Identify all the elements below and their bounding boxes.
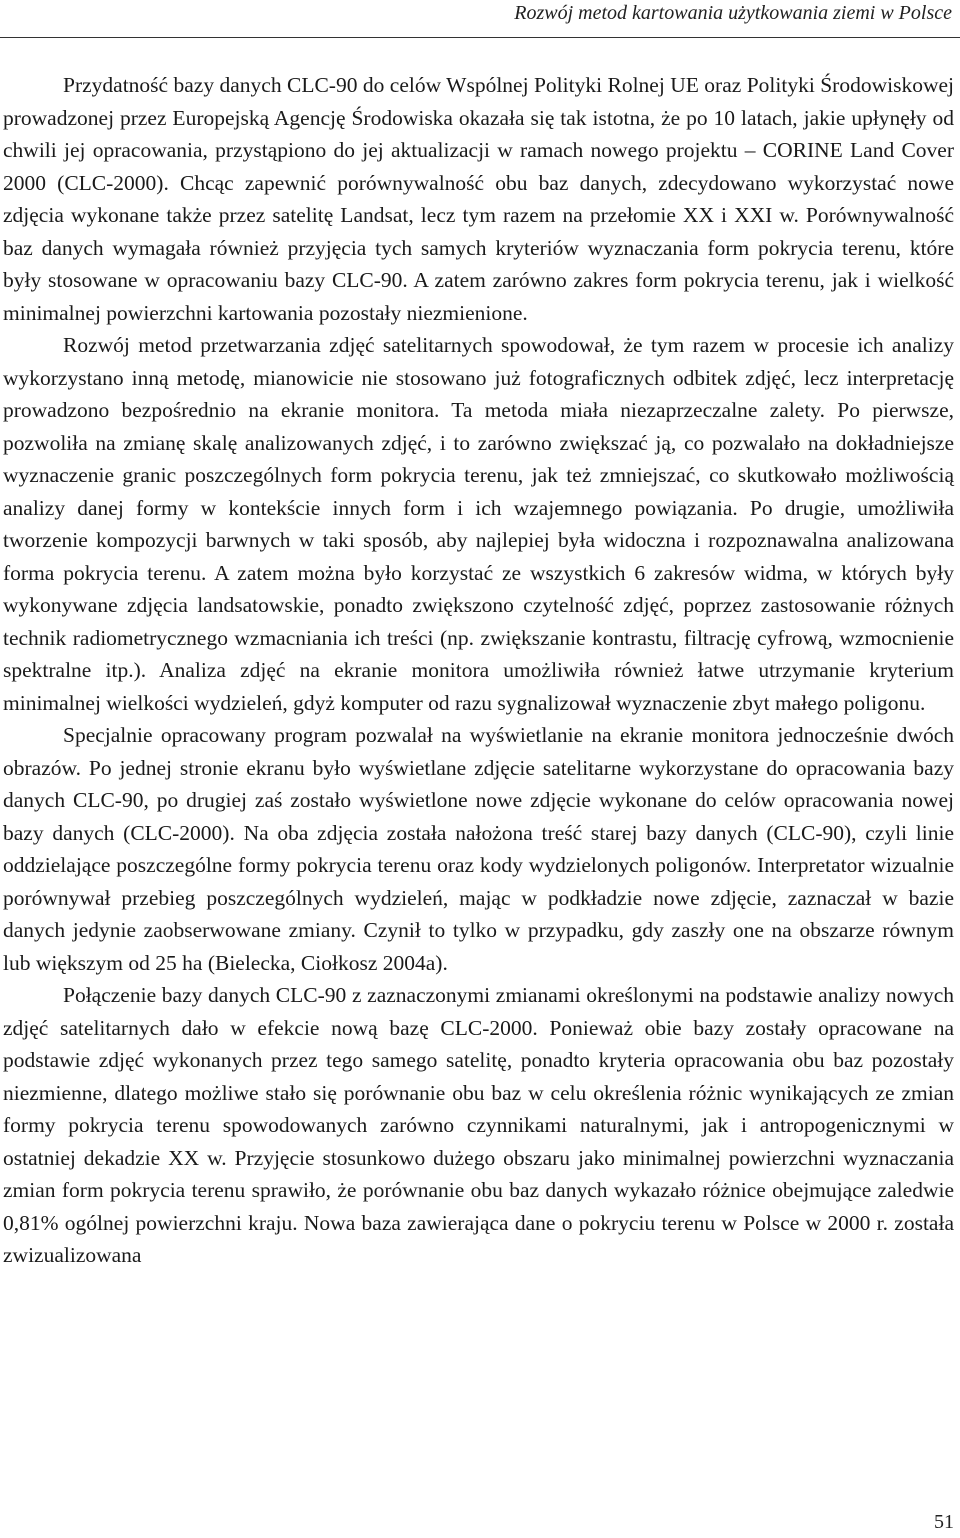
paragraph-4: Połączenie bazy danych CLC-90 z zaznaczonymi zmianami określonymi na podstawie analizy nowych zdjęć satelitarnych dało w efekcie nową bazę CLC-2000. Ponieważ obie bazy zostały opracowane na podstawie zdjęć wykonanych przez tego samego satelitę, ponadto kryteria opracowania obu baz pozostały niezmienne, dlatego możliwe stało się porównanie obu baz w celu określenia różnic wynikających ze zmian formy pokrycia terenu spowodowanych zarówno czynnikami naturalnymi, jak i antropogenicznymi w ostatniej dekadzie XX w. Przyjęcie stosunkowo dużego obszaru jako minimalnej powierzchni wyznaczania zmian form pokrycia terenu sprawiło, że porównanie obu baz danych wykazało różnice obejmujące zaledwie 0,81% ogólnej powierzchni kraju. Nowa baza zawierająca dane o pokryciu terenu w Polsce w 2000 r. została zwizualizowana xyxy=(3,983,954,1267)
paragraph-1: Przydatność bazy danych CLC-90 do celów Wspólnej Polityki Rolnej UE oraz Polityki Środowiskowej prowadzonej przez Europejską Agencję Środowiska okazała się tak istotna, że po 10 latach, jakie upłynęły od chwili jej opracowania, przystąpiono do jej aktualizacji w ramach nowego projektu – CORINE Land Cover 2000 (CLC-2000). Chcąc zapewnić porównywalność obu baz danych, zdecydowano wykorzystać nowe zdjęcia wykonane także przez satelitę Landsat, lecz tym razem na przełomie XX i XXI w. Porównywalność baz danych wymagała również przyjęcia tych samych kryteriów wyznaczania form pokrycia terenu, które były stosowane w opracowaniu bazy CLC-90. A zatem zarówno zakres form pokrycia terenu, jak i wielkość minimalnej powierzchni kartowania pozostały niezmienione. xyxy=(3,73,954,325)
paragraph-3: Specjalnie opracowany program pozwalał na wyświetlanie na ekranie monitora jednocześnie dwóch obrazów. Po jednej stronie ekranu było wyświetlane zdjęcie satelitarne wykorzystane do opracowania bazy danych CLC-90, po drugiej zaś zostało wyświetlone nowe zdjęcie wykonane do celów opracowania nowej bazy danych (CLC-2000). Na oba zdjęcia została nałożona treść starej bazy danych (CLC-90), czyli linie oddzielające poszczególne formy pokrycia terenu oraz kody wydzielonych poligonów. Interpretator wizualnie porównywał przebieg poszczególnych wydzieleń, mając w podkładzie nowe zdjęcie, zaznaczał w bazie danych jedynie zaobserwowane zmiany. Czynił to tylko w przypadku, gdy zaszły one na obszarze równym lub większym od 25 ha (Bielecka, Ciołkosz 2004a). xyxy=(3,723,954,975)
page-number: 51 xyxy=(934,1511,954,1533)
body-text xyxy=(3,69,954,1272)
paragraph-2: Rozwój metod przetwarzania zdjęć satelitarnych spowodował, że tym razem w procesie ich analizy wykorzystano inną metodę, mianowicie nie stosowano już fotograficznych odbitek zdjęć, lecz interpretację prowadzono bezpośrednio na ekranie monitora. Ta metoda miała niezaprzeczalne zalety. Po pierwsze, pozwoliła na zmianę skalę analizowanych zdjęć, i to zarówno zwiększać ją, co pozwalało na dokładniejsze wyznaczenie granic poszczególnych form pokrycia terenu, jak też zmniejszać, co skutkowało możliwością analizy danej formy w kontekście innych form i ich wzajemnego powiązania. Po drugie, umożliwiła tworzenie kompozycji barwnych w taki sposób, aby najlepiej była widoczna i rozpoznawalna analizowana forma pokrycia terenu. A zatem można było korzystać ze wszystkich 6 zakresów widma, w których były wykonywane zdjęcia landsatowskie, ponadto zwiększono czytelność zdjęć, poprzez zastosowanie różnych technik radiometrycznego wzmacniania ich treści (np. zwiększanie kontrastu, filtrację cyfrową, wzmocnienie spektralne itp.). Analiza zdjęć na ekranie monitora umożliwiła również łatwe utrzymanie kryterium minimalnej wielkości wydzieleń, gdyż komputer od razu sygnalizował wyznaczenie zbyt małego poligonu. xyxy=(3,333,954,715)
running-header-title: Rozwój metod kartowania użytkowania ziemi w Polsce xyxy=(514,2,952,24)
header-divider xyxy=(0,37,960,38)
